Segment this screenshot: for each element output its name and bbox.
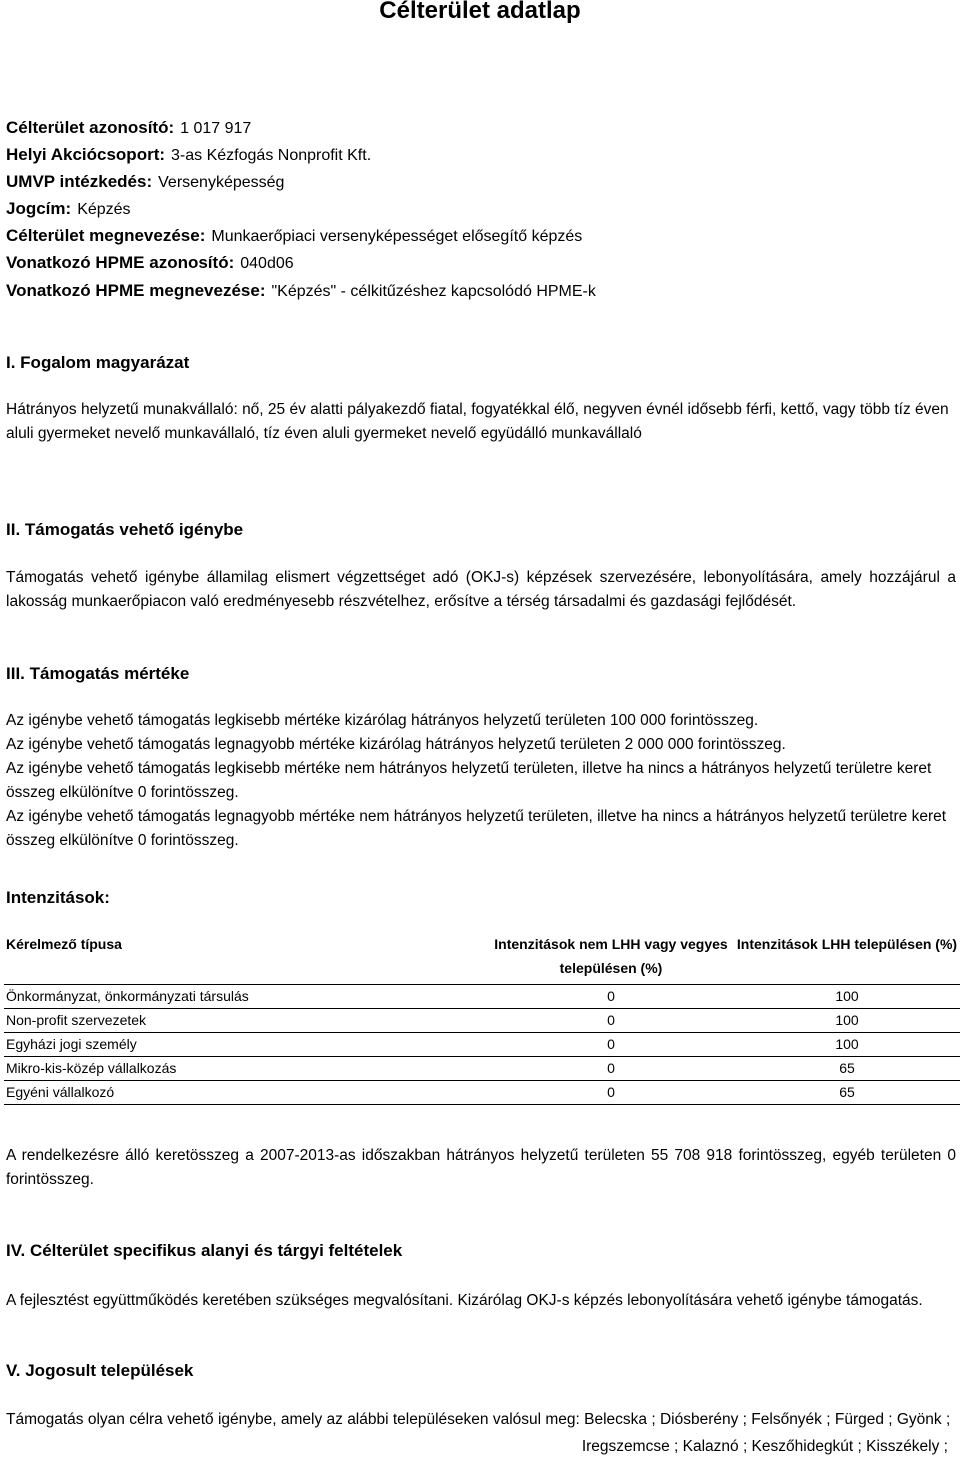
meta-value: 3-as Kézfogás Nonprofit Kft. [171, 147, 372, 164]
intensity-lhh: 100 [734, 985, 960, 1009]
applicant-type: Non-profit szervezetek [4, 1009, 488, 1033]
meta-umvp-measure [6, 172, 284, 193]
intensity-lhh: 65 [734, 1057, 960, 1081]
table-row [4, 1033, 960, 1057]
towns-lead: Támogatás olyan célra vehető igénybe, amely az alábbi településeken valósul meg: [6, 1411, 580, 1428]
meta-title [6, 199, 131, 220]
meta-label: Helyi Akciócsoport: [6, 145, 166, 164]
eligible-towns [6, 1406, 956, 1455]
max-amount-other: Az igénybe vehető támogatás legnagyobb mértéke nem hátrányos helyzetű területen, illetve ha nincs a hátrányos helyzetű területre keret összeg elkülönítve 0 forintösszeg. [6, 808, 947, 849]
meta-label: Vonatkozó HPME megnevezése: [6, 281, 266, 300]
intensity-non-lhh: 0 [488, 1009, 734, 1033]
section-4-text: A fejlesztést együttműködés keretében szükséges megvalósítani. Kizárólag OKJ-s képzés lebonyolítására vehető igénybe támogatás. [6, 1292, 923, 1309]
intensity-lhh: 100 [734, 1009, 960, 1033]
section-3-heading: III. Támogatás mértéke [6, 664, 190, 683]
section-1-heading: I. Fogalom magyarázat [6, 353, 190, 372]
meta-value: 040d06 [240, 255, 294, 272]
towns-list-line1: Belecska ; Diósberény ; Felsőnyék ; Fürged ; Gyönk ; [584, 1411, 951, 1428]
column-header: Intenzitások LHH településen (%) [736, 936, 958, 952]
meta-label: Célterület azonosító: [6, 118, 175, 137]
table-row [4, 1057, 960, 1081]
meta-hpme-id [6, 253, 294, 274]
table-row [4, 985, 960, 1009]
intensity-lhh: 65 [734, 1081, 960, 1105]
intensity-non-lhh: 0 [488, 1033, 734, 1057]
intensity-lhh: 100 [734, 1033, 960, 1057]
meta-label: UMVP intézkedés: [6, 172, 153, 191]
meta-label: Célterület megnevezése: [6, 226, 206, 245]
min-amount-other: Az igénybe vehető támogatás legkisebb mértéke nem hátrányos helyzetű területen, illetve ha nincs a hátrányos helyzetű területre keret összeg elkülönítve 0 forintösszeg. [6, 760, 932, 801]
meta-value: Képzés [77, 201, 131, 218]
meta-value: Versenyképesség [158, 174, 285, 191]
meta-value: "Képzés" - célkitűzéshez kapcsolódó HPME-k [271, 283, 596, 300]
section-1-text: Hátrányos helyzetű munakvállaló: nő, 25 év alatti pályakezdő fiatal, fogyatékkal élő, negyven évnél idősebb férfi, kettő, vagy több tíz éven aluli gyermeket nevelő munkavállaló, tíz éven aluli gyermeket nevelő együdálló munkavállaló [6, 401, 949, 442]
intensity-non-lhh: 0 [488, 1057, 734, 1081]
applicant-type: Egyházi jogi személy [4, 1033, 488, 1057]
page-title: Célterület adatlap [379, 0, 581, 24]
section-2-text: Támogatás vehető igénybe államilag elismert végzettséget adó (OKJ-s) képzések szervezésére, lebonyolítására, amely hozzájárul a lakosság munkaerőpiacon való eredményesebb részvételhez, erősítve a térség társadalmi és gazdasági fejlődését. [6, 569, 956, 610]
budget-text: A rendelkezésre álló keretösszeg a 2007-2013-as időszakban hátrányos helyzetű területen 55 708 918 forintösszeg, egyéb területen 0 forintösszeg. [6, 1147, 956, 1188]
meta-label: Jogcím: [6, 199, 72, 218]
meta-label: Vonatkozó HPME azonosító: [6, 253, 235, 272]
table-row [4, 1009, 960, 1033]
section-5-heading: V. Jogosult települések [6, 1361, 194, 1380]
meta-value: Munkaerőpiaci versenyképességet elősegítő képzés [211, 228, 583, 245]
column-header: Kérelmező típusa [6, 936, 122, 952]
section-2-heading: II. Támogatás vehető igénybe [6, 520, 244, 539]
meta-action-group [6, 145, 371, 166]
intensity-heading: Intenzitások: [6, 888, 110, 907]
towns-list-line2: Iregszemcse ; Kalaznó ; Keszőhidegkút ; Kisszékely ; [581, 1438, 948, 1455]
meta-target-id [6, 118, 251, 139]
applicant-type: Mikro-kis-közép vállalkozás [4, 1057, 488, 1081]
applicant-type: Önkormányzat, önkormányzati társulás [4, 985, 488, 1009]
min-amount-disadvantaged: Az igénybe vehető támogatás legkisebb mértéke kizárólag hátrányos helyzetű területen 100 000 forintösszeg. [6, 712, 759, 729]
intensity-non-lhh: 0 [488, 985, 734, 1009]
intensity-non-lhh: 0 [488, 1081, 734, 1105]
meta-hpme-name [6, 281, 596, 302]
intensity-table [4, 928, 960, 1105]
column-header: Intenzitások nem LHH vagy vegyes településen (%) [494, 936, 728, 976]
section-3-lines [6, 709, 956, 853]
meta-value: 1 017 917 [180, 120, 252, 137]
applicant-type: Egyéni vállalkozó [4, 1081, 488, 1105]
max-amount-disadvantaged: Az igénybe vehető támogatás legnagyobb mértéke kizárólag hátrányos helyzetű területen 2 000 000 forintösszeg. [6, 736, 786, 753]
table-row [4, 1081, 960, 1105]
section-4-heading: IV. Célterület specifikus alanyi és tárgyi feltételek [6, 1241, 403, 1260]
meta-target-name [6, 226, 582, 247]
